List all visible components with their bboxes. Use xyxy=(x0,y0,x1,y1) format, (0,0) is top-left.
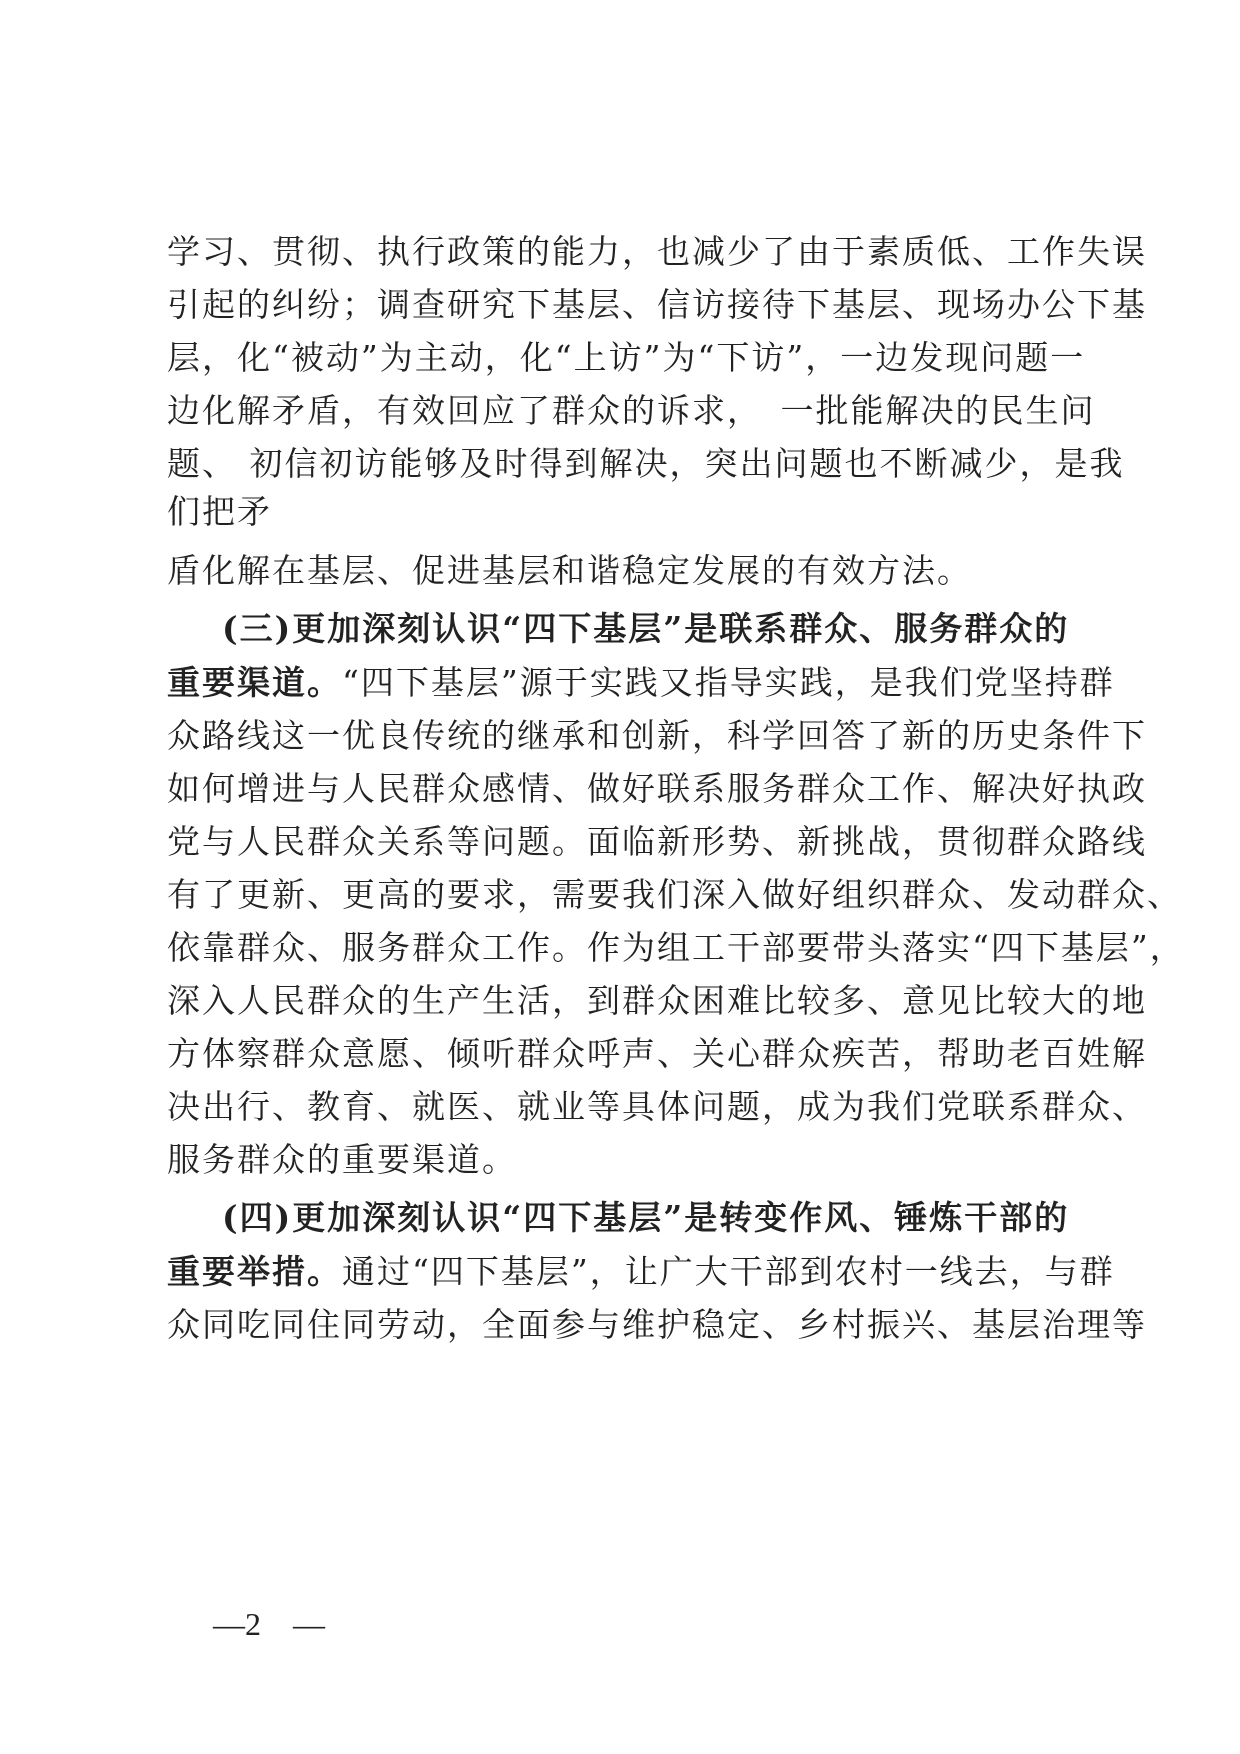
section-three-line-3: 如何增进与人民群众感情、做好联系服务群众工作、解决好执政 xyxy=(167,769,1147,808)
section-three-title-tail: 重要渠道。 xyxy=(167,663,342,702)
section-four-line-1 xyxy=(167,1247,1115,1297)
section-four-number: (四) xyxy=(222,1198,293,1237)
section-three-line-1 xyxy=(167,658,1115,708)
section-three-line-10: 服务群众的重要渠道。 xyxy=(167,1140,517,1179)
body-line-7: 盾化解在基层、促进基层和谐稳定发展的有效方法。 xyxy=(167,551,972,590)
section-four-title-tail: 重要举措。 xyxy=(167,1252,342,1291)
section-three-line-9: 决出行、教育、就医、就业等具体问题，成为我们党联系群众、 xyxy=(167,1087,1147,1126)
body-line-4: 边化解矛盾，有效回应了群众的诉求， 一批能解决的民生问 xyxy=(167,391,1096,430)
section-four-heading xyxy=(222,1193,1087,1243)
section-three-title: 更加深刻认识“四下基层”是联系群众、服务群众的 xyxy=(292,609,1070,648)
body-line-2: 引起的纠纷；调查研究下基层、信访接待下基层、现场办公下基 xyxy=(167,285,1147,324)
body-line-5: 题、 初信初访能够及时得到解决，突出问题也不断减少，是我 xyxy=(167,444,1125,483)
body-line-3: 层，化“被动”为主动，化“上访”为“下访”，一边发现问题一 xyxy=(167,338,1086,377)
section-three-line-6: 依靠群众、服务群众工作。作为组工干部要带头落实“四下基层”， xyxy=(167,928,1185,967)
section-three-line-7: 深入人民群众的生产生活，到群众困难比较多、意见比较大的地 xyxy=(167,981,1147,1020)
section-three-line-4: 党与人民群众关系等问题。面临新形势、新挑战，贯彻群众路线 xyxy=(167,822,1147,861)
section-four-title: 更加深刻认识“四下基层”是转变作风、锤炼干部的 xyxy=(292,1198,1070,1237)
section-four-text: 通过“四下基层”，让广大干部到农村一线去，与群 xyxy=(342,1252,1115,1291)
section-three-heading xyxy=(222,604,1087,654)
body-line-6: 们把矛 xyxy=(167,492,272,531)
section-four-line-2: 众同吃同住同劳动，全面参与维护稳定、乡村振兴、基层治理等 xyxy=(167,1305,1147,1344)
section-three-text: “四下基层”源于实践又指导实践，是我们党坚持群 xyxy=(342,663,1115,702)
body-line-1: 学习、贯彻、执行政策的能力，也减少了由于素质低、工作失误 xyxy=(167,232,1147,271)
section-three-line-5: 有了更新、更高的要求，需要我们深入做好组织群众、发动群众、 xyxy=(167,875,1182,914)
section-three-line-8: 方体察群众意愿、倾听群众呼声、关心群众疾苦，帮助老百姓解 xyxy=(167,1034,1147,1073)
page-number: —2 — xyxy=(213,1606,326,1642)
section-three-number: (三) xyxy=(222,609,293,648)
section-three-line-2: 众路线这一优良传统的继承和创新，科学回答了新的历史条件下 xyxy=(167,716,1147,755)
